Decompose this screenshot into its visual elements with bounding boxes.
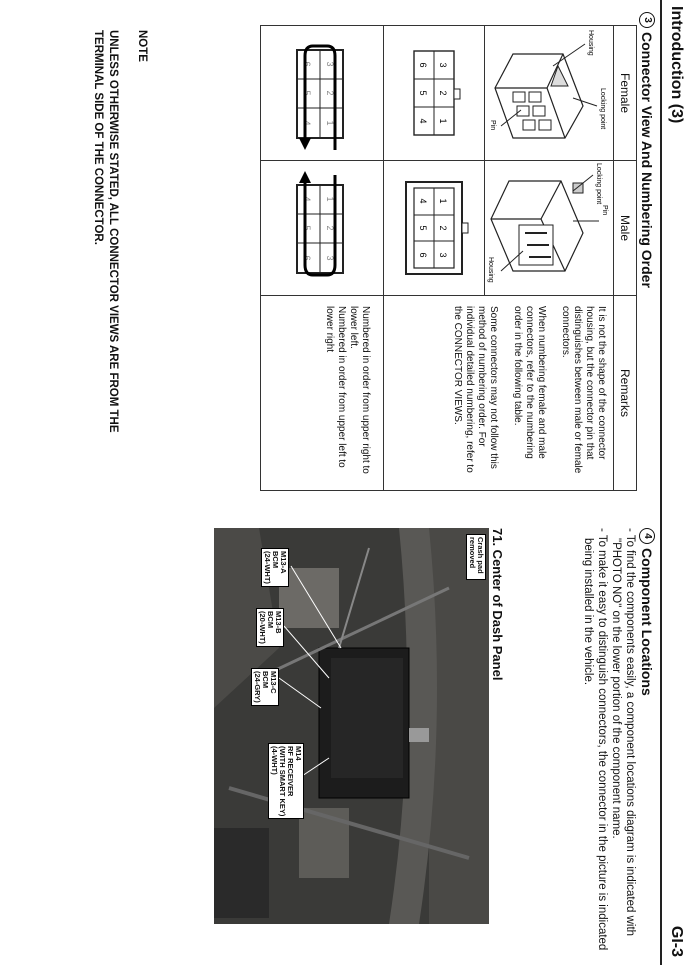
female-pin-bot-3: 4 <box>418 118 428 124</box>
male-pin-bot-2: 5 <box>418 225 428 231</box>
page-header <box>665 0 689 965</box>
female-housing-cell <box>485 26 614 161</box>
female-order-bot-2: 5 <box>302 90 312 96</box>
male-pin-top-2: 2 <box>438 225 448 231</box>
page-number: GI-3 <box>668 925 685 957</box>
col-male: Male <box>614 161 637 296</box>
female-pin-label: Pin <box>489 120 496 131</box>
header-rule <box>660 0 662 965</box>
male-housing-label: Housing <box>487 257 494 283</box>
photo-title: 71. Center of Dash Panel <box>490 528 505 681</box>
female-pin-cell <box>384 26 485 161</box>
photo-drawing <box>214 528 489 924</box>
col-remarks: Remarks <box>614 296 637 491</box>
label-crash-pad: Crash pad removed <box>466 534 486 580</box>
male-pin-bot-1: 4 <box>418 198 428 204</box>
section4-title <box>639 528 655 696</box>
connector-table <box>260 25 637 491</box>
male-order-bot-3: 6 <box>302 255 312 261</box>
female-pin-top-1: 3 <box>438 62 448 68</box>
remarks-cell-1 <box>384 296 614 491</box>
male-order-bot-1: 4 <box>302 196 312 202</box>
female-pin-top-2: 2 <box>438 90 448 96</box>
male-order-diagram <box>261 161 383 295</box>
remark-1c: Some connectors may not follow this method of numbering order. For individual detailed numbering, refer to the CONNECTOR VIEWS. <box>452 306 499 473</box>
male-locking-label: Locking point <box>595 163 602 205</box>
female-order-diagram <box>261 26 383 160</box>
note-title: NOTE <box>136 30 148 62</box>
female-locking-label: Locking point <box>599 88 606 130</box>
col-female: Female <box>614 26 637 161</box>
remark-1a: It is not the shape of the connector housing, but the connector pin that distinguishes between male or female connectors. <box>560 306 607 474</box>
female-housing-label: Housing <box>587 30 594 56</box>
female-order-top-3: 1 <box>325 120 335 126</box>
male-housing-diagram <box>485 161 613 295</box>
female-order-top-1: 3 <box>325 61 335 67</box>
female-pin-bot-1: 6 <box>418 62 428 68</box>
note-block <box>90 30 149 470</box>
remarks-cell-2 <box>261 296 384 491</box>
male-pin-diagram <box>384 161 484 295</box>
female-order-bot-3: 4 <box>302 120 312 126</box>
section3-title <box>639 12 655 288</box>
female-order-arrow <box>299 138 311 150</box>
note-text: UNLESS OTHERWISE STATED, ALL CONNECTOR VIEWS ARE FROM THE TERMINAL SIDE OF THE CONNECTOR. <box>92 30 119 433</box>
female-order-bot-1: 6 <box>302 61 312 67</box>
male-pin-top-1: 1 <box>438 198 448 204</box>
remark-2b: Numbered in order from upper left to lower right <box>324 306 347 468</box>
label-m13c: M13-C BCM (24-GRY) <box>251 668 279 706</box>
label-m13b: M13-B BCM (20-WHT) <box>256 608 284 647</box>
male-order-top-3: 3 <box>325 255 335 261</box>
female-pin-top-3: 1 <box>438 118 448 124</box>
section3-title-text: Connector View And Numbering Order <box>639 32 655 288</box>
section4-number: 4 <box>639 528 655 544</box>
section3-number: 3 <box>639 12 655 28</box>
male-order-cell <box>261 161 384 296</box>
dash-panel-photo <box>214 528 489 924</box>
component-item-1: - To find the components easily, a component locations diagram is indicated with "PHOTO NO" on the lower portion of the component name. <box>610 528 636 937</box>
remark-2a: Numbered in order from upper right to lower left. <box>348 306 371 474</box>
female-housing-diagram <box>485 26 613 160</box>
male-housing-cell <box>485 161 614 296</box>
male-pin-top-3: 3 <box>438 252 448 258</box>
remark-1b: When numbering female and male connectors, refer to the numbering order in the following table. <box>512 306 547 459</box>
male-pin-cell <box>384 161 485 296</box>
component-text <box>581 528 637 958</box>
label-m14: M14 RF RECEIVER (WITH SMART KEY) (4-WHT) <box>268 743 304 819</box>
male-order-top-1: 1 <box>325 196 335 202</box>
female-order-cell <box>261 26 384 161</box>
header-title: Introduction (3) <box>668 6 685 124</box>
female-pin-diagram <box>384 26 484 160</box>
male-pin-label: Pin <box>601 205 608 216</box>
male-order-arrow <box>299 171 311 183</box>
component-item-2: - To make it easy to distinguish connectors, the connector in the picture is indicated being installed in the vehicle. <box>582 528 608 951</box>
male-order-top-2: 2 <box>325 225 335 231</box>
male-order-bot-2: 5 <box>302 225 312 231</box>
female-order-top-2: 2 <box>325 90 335 96</box>
male-pin-bot-3: 6 <box>418 252 428 258</box>
section4-title-text: Component Locations <box>639 548 655 696</box>
label-m13a: M13-A BCM (24-WHT) <box>261 548 289 587</box>
female-pin-bot-2: 5 <box>418 90 428 96</box>
